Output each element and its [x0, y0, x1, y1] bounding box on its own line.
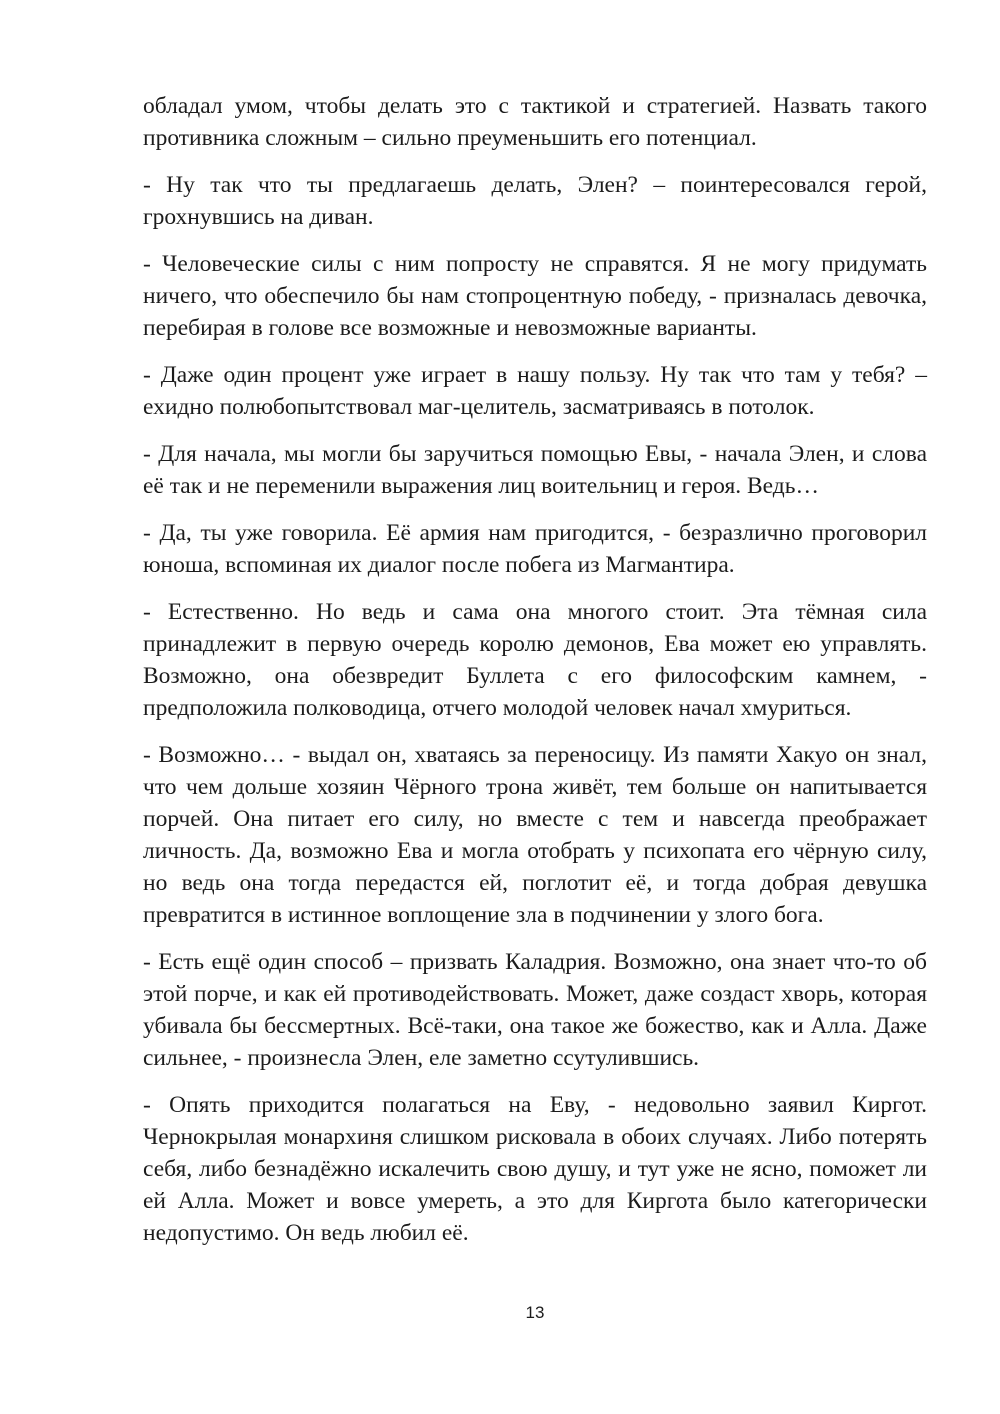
paragraph: - Есть ещё один способ – призвать Каладрия. Возможно, она знает что-то об этой порче, и как ей противодействовать. Может, даже создаст хворь, которая убивала бы бессмертных. Всё-таки, она такое же божество, как и Алла. Даже сильнее, - произнесла Элен, еле заметно ссутулившись. [143, 949, 927, 1071]
paragraph: - Да, ты уже говорила. Её армия нам пригодится, - безразлично проговорил юноша, вспоминая их диалог после побега из Магмантира. [143, 520, 927, 578]
paragraph: - Даже один процент уже играет в нашу пользу. Ну так что там у тебя? – ехидно полюбопытствовал маг-целитель, засматриваясь в потолок. [143, 362, 927, 420]
paragraph: - Опять приходится полагаться на Еву, - недовольно заявил Киргот. Чернокрылая монархиня слишком рисковала в обоих случаях. Либо потерять себя, либо безнадёжно искалечить свою душу, и тут уже не ясно, поможет ли ей Алла. Может и вовсе умереть, а это для Киргота было категорически недопустимо. Он ведь любил её. [143, 1092, 927, 1246]
paragraph: - Ну так что ты предлагаешь делать, Элен? – поинтересовался герой, грохнувшись на диван. [143, 172, 927, 230]
paragraph: - Человеческие силы с ним попросту не справятся. Я не могу придумать ничего, что обеспечило бы нам стопроцентную победу, - призналась девочка, перебирая в голове все возможные и невозможные варианты. [143, 251, 927, 341]
paragraph: - Возможно… - выдал он, хватаясь за переносицу. Из памяти Хакуо он знал, что чем дольше хозяин Чёрного трона живёт, тем больше он напитывается порчей. Она питает его силу, но вместе с тем и навсегда преображает личность. Да, возможно Ева и могла отобрать у психопата его чёрную силу, но ведь она тогда передастся ей, поглотит её, и тогда добрая девушка превратится в истинное воплощение зла в подчинении у злого бога. [143, 742, 927, 928]
paragraph: - Для начала, мы могли бы заручиться помощью Евы, - начала Элен, и слова её так и не переменили выражения лиц воительниц и героя. Ведь… [143, 441, 927, 499]
text-block [143, 90, 927, 1264]
paragraph: обладал умом, чтобы делать это с тактикой и стратегией. Назвать такого противника сложным – сильно преуменьшить его потенциал. [143, 93, 927, 151]
page-footer [143, 1303, 927, 1323]
page-number: 13 [525, 1303, 545, 1322]
paragraph: - Естественно. Но ведь и сама она многого стоит. Эта тёмная сила принадлежит в первую очередь королю демонов, Ева может ею управлять. Возможно, она обезвредит Буллета с его философским камнем, - предположила полководица, отчего молодой человек начал хмуриться. [143, 599, 927, 721]
